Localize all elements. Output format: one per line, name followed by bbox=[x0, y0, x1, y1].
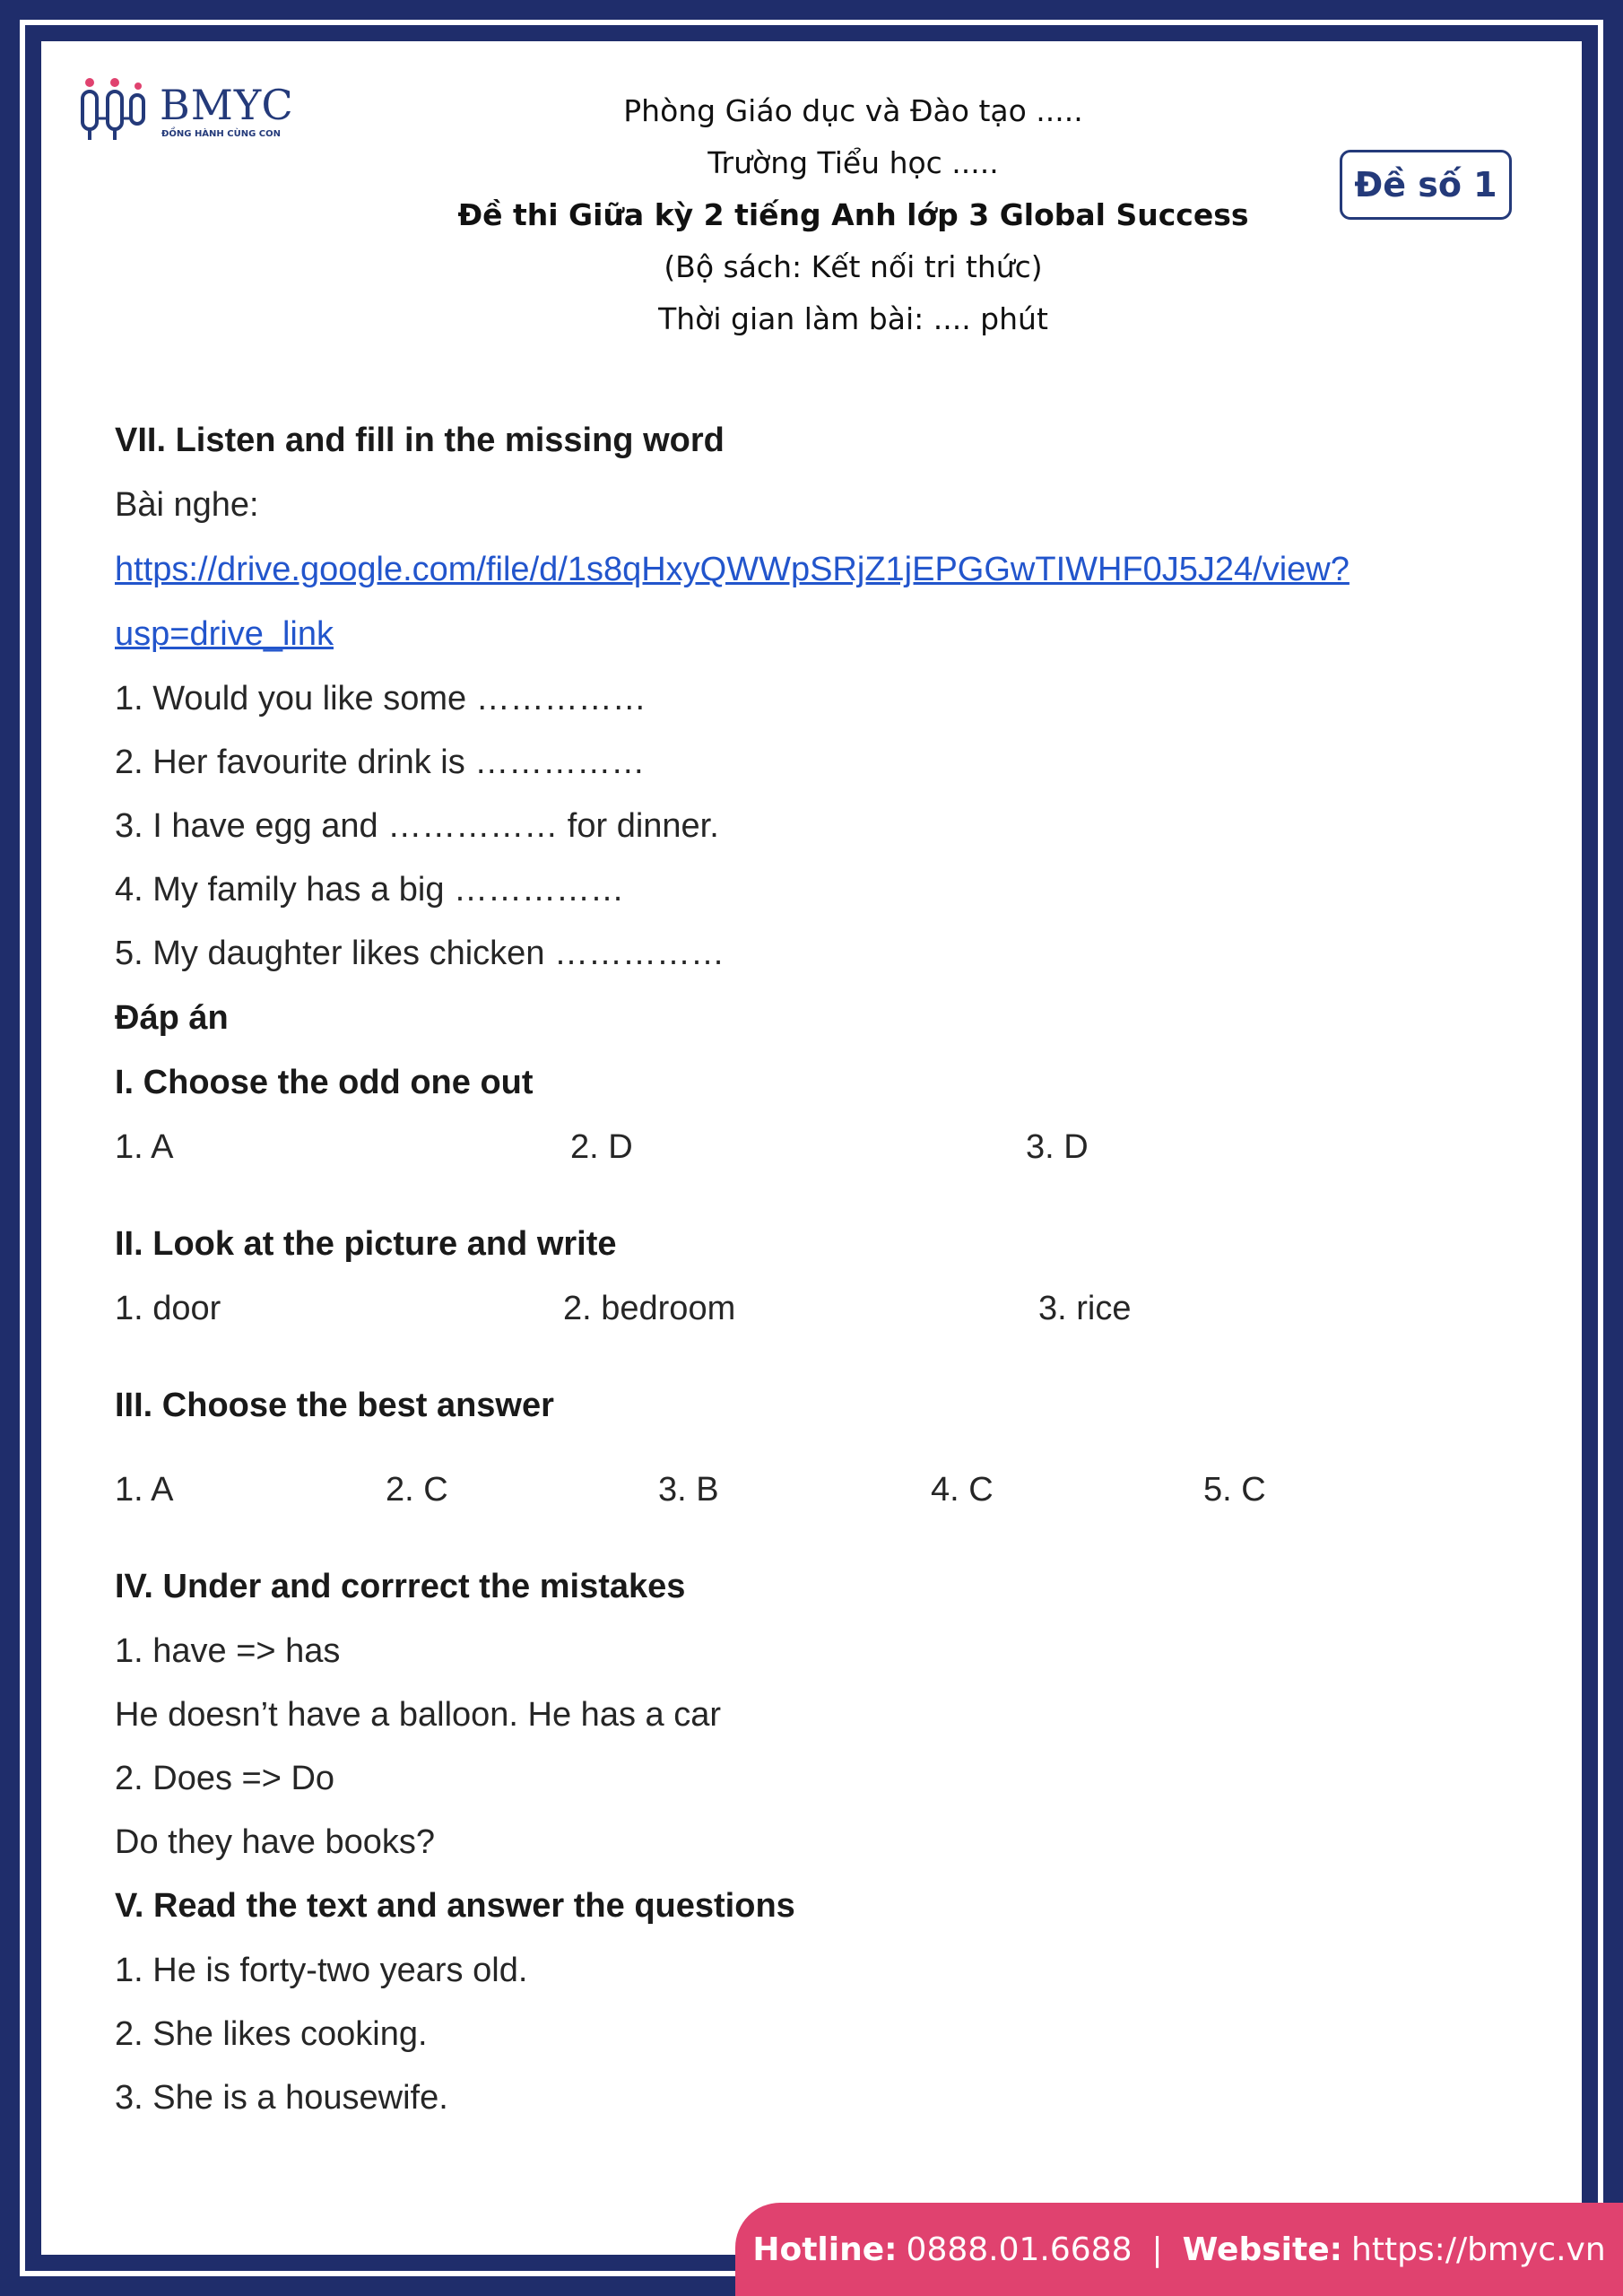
family-logo-icon bbox=[79, 74, 154, 145]
section7-heading: VII. Listen and fill in the missing word bbox=[115, 422, 725, 459]
hotline-label: Hotline: bbox=[752, 2231, 898, 2268]
answers-heading: Đáp án bbox=[115, 999, 229, 1037]
answer-item: 1. door bbox=[115, 1290, 221, 1327]
answer-item: 5. C bbox=[1203, 1471, 1266, 1509]
audio-link-line2[interactable]: usp=drive_link bbox=[115, 615, 334, 653]
answer-line: Do they have books? bbox=[115, 1823, 436, 1861]
page-title: Đề thi Giữa kỳ 2 tiếng Anh lớp 3 Global Success bbox=[457, 197, 1249, 232]
answers-s3-heading: III. Choose the best answer bbox=[115, 1387, 554, 1424]
header-book-series: (Bộ sách: Kết nối tri thức) bbox=[664, 249, 1043, 284]
exam-number-badge: Đề số 1 bbox=[1340, 150, 1512, 220]
audio-label: Bài nghe: bbox=[115, 486, 259, 524]
question-2: 2. Her favourite drink is …………… bbox=[115, 744, 646, 781]
answer-item: 3. rice bbox=[1038, 1290, 1132, 1327]
question-3: 3. I have egg and …………… for dinner. bbox=[115, 807, 719, 845]
answers-s4-heading: IV. Under and corrrect the mistakes bbox=[115, 1568, 686, 1605]
website-label: Website: bbox=[1182, 2231, 1343, 2268]
header-school: Trường Tiểu học ..... bbox=[707, 145, 999, 180]
answer-item: 4. C bbox=[931, 1471, 994, 1509]
question-4: 4. My family has a big …………… bbox=[115, 871, 625, 909]
question-1: 1. Would you like some …………… bbox=[115, 680, 647, 718]
header-department: Phòng Giáo dục và Đào tạo ..... bbox=[623, 93, 1083, 128]
answer-item: 2. C bbox=[386, 1471, 448, 1509]
website-link[interactable]: https://bmyc.vn bbox=[1351, 2231, 1606, 2268]
answer-line: He doesn’t have a balloon. He has a car bbox=[115, 1696, 721, 1734]
answer-item: 2. D bbox=[570, 1128, 633, 1166]
footer-separator: | bbox=[1151, 2231, 1163, 2268]
audio-link-line1[interactable]: https://drive.google.com/file/d/1s8qHxyQWWpSRjZ1jEPGGwTIWHF0J5J24/view? bbox=[115, 551, 1350, 588]
bmyc-logo bbox=[79, 74, 312, 154]
answer-line: 2. She likes cooking. bbox=[115, 2015, 428, 2053]
answer-line: 2. Does => Do bbox=[115, 1760, 335, 1797]
answer-item: 3. B bbox=[658, 1471, 719, 1509]
answer-line: 1. He is forty-two years old. bbox=[115, 1952, 528, 1989]
answer-item: 2. bedroom bbox=[563, 1290, 736, 1327]
answer-item: 3. D bbox=[1026, 1128, 1089, 1166]
logo-wordmark: BMYC bbox=[160, 81, 294, 129]
document-page bbox=[41, 41, 1582, 2255]
answer-item: 1. A bbox=[115, 1471, 174, 1509]
answers-s2-heading: II. Look at the picture and write bbox=[115, 1225, 617, 1263]
answer-line: 3. She is a housewife. bbox=[115, 2079, 448, 2117]
hotline-number[interactable]: 0888.01.6688 bbox=[906, 2231, 1133, 2268]
answers-s1-heading: I. Choose the odd one out bbox=[115, 1064, 534, 1101]
answer-item: 1. A bbox=[115, 1128, 174, 1166]
question-5: 5. My daughter likes chicken …………… bbox=[115, 935, 725, 972]
logo-tagline: ĐỒNG HÀNH CÙNG CON bbox=[161, 129, 281, 139]
answers-s5-heading: V. Read the text and answer the questions bbox=[115, 1887, 795, 1925]
answer-line: 1. have => has bbox=[115, 1632, 341, 1670]
header-time-limit: Thời gian làm bài: .... phút bbox=[658, 301, 1048, 336]
contact-footer bbox=[735, 2203, 1623, 2296]
